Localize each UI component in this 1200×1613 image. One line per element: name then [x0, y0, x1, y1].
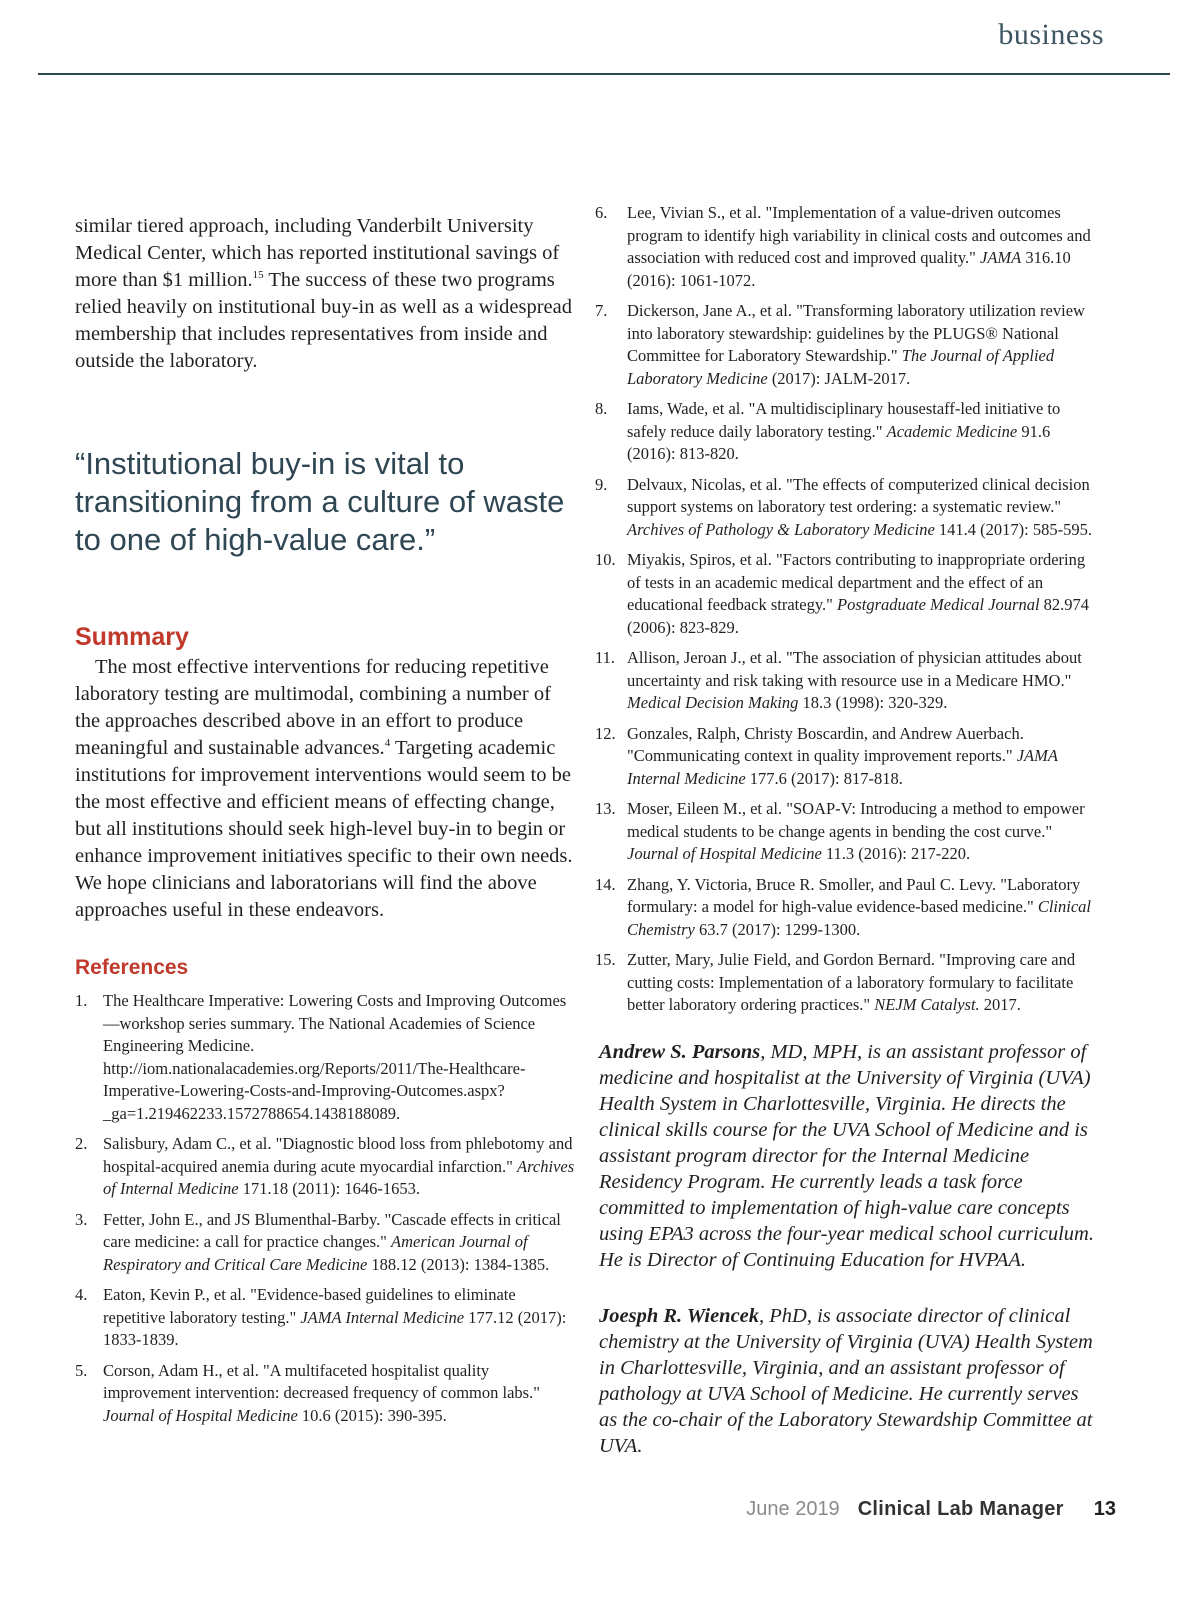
reference-item: 12. Gonzales, Ralph, Christy Boscardin, and Andrew Auerbach. "Communicating context in quality improvement reports." JAMA Internal Medicine 177.6 (2017): 817-818.	[595, 723, 1058, 788]
issue-date: June 2019	[746, 1498, 840, 1520]
reference-list-left	[75, 990, 575, 1427]
reference-list-right	[595, 202, 1101, 1017]
magazine-title: Clinical Lab Manager	[857, 1498, 1064, 1520]
author-bio: Andrew S. Parsons, MD, MPH, is an assistant professor of medicine and hospitalist at the University of Virginia (UVA) Health System in Charlottesville, Virginia. He directs the clinical skills course for the UVA School of Medicine and is assistant program director for the Internal Medicine Residency Program. He currently leads a task force committed to implementation of high-value care concepts using EPA3 across the four-year medical school curriculum. He is Director of Continuing Education for HVPAA.	[599, 1040, 1094, 1271]
author-name: Andrew S. Parsons	[599, 1040, 761, 1063]
page-number: 13	[1093, 1498, 1116, 1520]
reference-item: 15. Zutter, Mary, Julie Field, and Gordon Bernard. "Improving care and cutting costs: Implementation of a laboratory formulary to facilitate better laboratory ordering practices." NEJM Catalyst. 2017.	[595, 950, 1076, 1014]
reference-item: 6. Lee, Vivian S., et al. "Implementation of a value-driven outcomes program to identify high variability in clinical costs and outcomes and association with reduced cost and improved quality." JAMA 316.10 (2016): 1061-1072.	[595, 203, 1091, 290]
reference-item: 7. Dickerson, Jane A., et al. "Transforming laboratory utilization review into laboratory stewardship: guidelines by the PLUGS® National Committee for Laboratory Stewardship." The Journal of Applied Laboratory Medicine (2017): JALM-2017.	[595, 301, 1085, 388]
left-column	[75, 213, 575, 1435]
reference-item: 2. Salisbury, Adam C., et al. "Diagnostic blood loss from phlebotomy and hospital-acquired anemia during acute myocardial infarction." Archives of Internal Medicine 171.18 (2011): 1646-1653.	[75, 1134, 575, 1198]
reference-item: 13. Moser, Eileen M., et al. "SOAP-V: Introducing a method to empower medical students to be change agents in bending the cost curve." Journal of Hospital Medicine 11.3 (2016): 217-220.	[595, 799, 1085, 863]
summary-heading: Summary	[75, 623, 189, 651]
citation-superscript[interactable]: 15	[252, 269, 264, 282]
citation-superscript[interactable]: 4	[384, 737, 391, 750]
page-footer	[746, 1498, 1116, 1521]
reference-item: 9. Delvaux, Nicolas, et al. "The effects of computerized clinical decision support systems on laboratory test ordering: a systematic review." Archives of Pathology & Laboratory Medicine 141.4 (2017): 585-595.	[595, 474, 1092, 539]
reference-item: 5. Corson, Adam H., et al. "A multifaceted hospitalist quality improvement intervention: decreased frequency of common labs." Journal of Hospital Medicine 10.6 (2015): 390-395.	[75, 1360, 540, 1425]
right-column	[595, 202, 1101, 1459]
reference-item: 1. The Healthcare Imperative: Lowering Costs and Improving Outcomes—workshop series summary. The National Academies of Science Engineering Medicine. http://iom.nationalacademies.org/Reports/2011/The-Healthcare-Imperative-Lowering-Costs-and-Improving-Outcomes.aspx?_ga=1.219462233.1572788654.1438188089.	[75, 991, 567, 1123]
author-bio: Joesph R. Wiencek, PhD, is associate director of clinical chemistry at the University of Virginia (UVA) Health System in Charlottesville, Virginia, and an assistant professor of pathology at UVA School of Medicine. He currently serves as the co-chair of the Laboratory Stewardship Committee at UVA.	[599, 1304, 1093, 1457]
author-name: Joesph R. Wiencek	[599, 1304, 760, 1327]
reference-item: 14. Zhang, Y. Victoria, Bruce R. Smoller, and Paul C. Levy. "Laboratory formulary: a model for high-value evidence-based medicine." Clinical Chemistry 63.7 (2017): 1299-1300.	[595, 874, 1091, 939]
reference-item: 11. Allison, Jeroan J., et al. "The association of physician attitudes about uncertainty and risk taking with resource use in a Medicare HMO." Medical Decision Making 18.3 (1998): 320-329.	[595, 648, 1082, 712]
reference-item: 8. Iams, Wade, et al. "A multidisciplinary housestaff-led initiative to safely reduce daily laboratory testing." Academic Medicine 91.6 (2016): 813-820.	[595, 399, 1061, 463]
pull-quote: “Institutional buy-in is vital to transitioning from a culture of waste to one of high-value care.”	[75, 446, 565, 557]
reference-item: 10. Miyakis, Spiros, et al. "Factors contributing to inappropriate ordering of tests in an academic medical department and the effect of an educational feedback strategy." Postgraduate Medical Journal 82.974 (2006): 823-829.	[595, 550, 1090, 637]
reference-item: 4. Eaton, Kevin P., et al. "Evidence-based guidelines to eliminate repetitive laboratory testing." JAMA Internal Medicine 177.12 (2017): 1833-1839.	[75, 1285, 567, 1349]
reference-item: 3. Fetter, John E., and JS Blumenthal-Barby. "Cascade effects in critical care medicine: a call for practice changes." American Journal of Respiratory and Critical Care Medicine 188.12 (2013): 1384-1385.	[75, 1209, 561, 1274]
summary-paragraph: The most effective interventions for reducing repetitive laboratory testing are multimodal, combining a number of the approaches described above in an effort to produce meaningful and sustainable advances.$^4$ Targeting academic institutions for improvement interventions would seem to be the most effective and efficient means of effecting change, but all institutions should seek high-level buy-in to begin or enhance improvement initiatives specific to their own needs. We hope clinicians and laboratorians will find the above approaches useful in these endeavors.	[75, 656, 573, 921]
header-rule	[38, 73, 1170, 75]
references-heading: References	[75, 956, 189, 979]
intro-paragraph: similar tiered approach, including Vanderbilt University Medical Center, which has reported institutional savings of more than $1 million.$^{15}$ The success of these two programs relied heavily on institutional buy-in as well as a widespread membership that includes representatives from inside and outside the laboratory.	[75, 215, 572, 372]
section-label: business	[998, 18, 1104, 51]
